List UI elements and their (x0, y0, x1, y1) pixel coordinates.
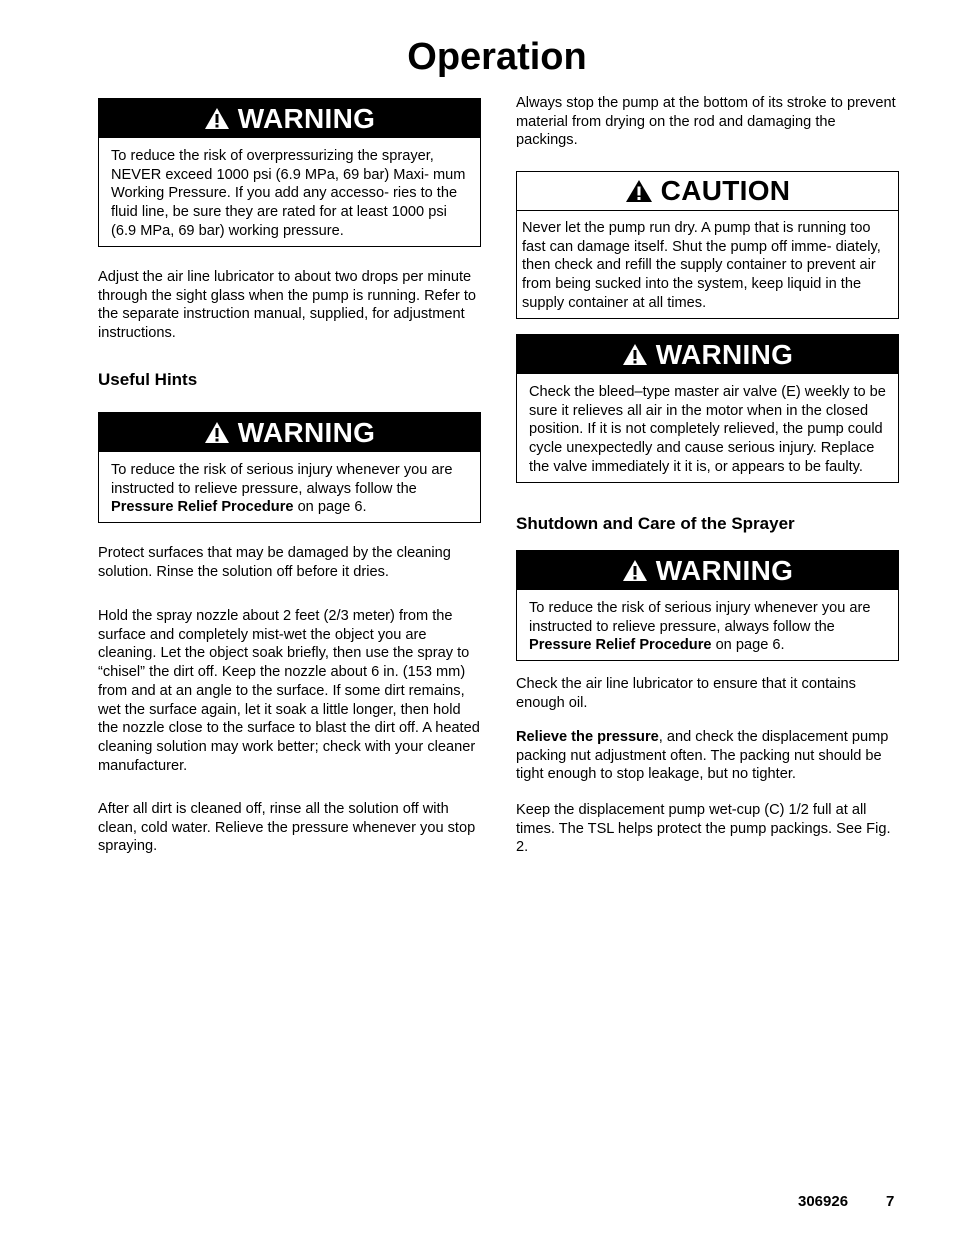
check-oil-paragraph: Check the air line lubricator to ensure that it contains enough oil. (516, 676, 856, 711)
shutdown-heading: Shutdown and Care of the Sprayer (516, 514, 795, 533)
warning-label: WARNING (655, 554, 794, 586)
lubricator-paragraph: Adjust the air line lubricator to about two drops per minute through the sight glass when the pump is running. Refer to the separate instruction manual, supplied, for adjustment instructions. (98, 269, 477, 342)
relieve-pressure-rest: , and check the displacement pump packing nut adjustment often. The packing nut should be tight enough to stop leakage, but no tighter. (516, 729, 889, 783)
useful-hints-heading: Useful Hints (98, 370, 198, 389)
rinse-paragraph: After all dirt is cleaned off, rinse all the solution off with clean, cold water. Relieve the pressure whenever you stop spraying. (98, 801, 476, 855)
warning-box-bleed-valve (516, 334, 899, 483)
warning-label: WARNING (237, 102, 376, 134)
warning-label: WARNING (237, 416, 376, 448)
warning-text (517, 590, 898, 660)
wet-cup-paragraph: Keep the displacement pump wet-cup (C) 1/2 full at all times. The TSL helps protect the pump packings. See Fig. 2. (516, 802, 891, 856)
stop-pump-paragraph: Always stop the pump at the bottom of its stroke to prevent material from drying on the rod and damaging the packings. (516, 95, 896, 149)
caution-box (516, 171, 899, 319)
spray-nozzle-paragraph: Hold the spray nozzle about 2 feet (2/3 meter) from the surface and completely mist-wet the object you are cleaning. Let the object soak briefly, then use the spray to “chisel” the dirt off. Keep the nozzle about 6 in. (153 mm) from and at an angle to the surface. If some dirt remains, wet the surface again, let it soak a little longer, then hold the nozzle close to the surface to blast the dirt off. A heated cleaning solution may work better; check with your cleaner manufacturer. (98, 608, 480, 774)
warning-text: Check the bleed–type master air valve (E) weekly to be sure it relieves all air in the motor when in the closed position. If it is not completely relieved, the pump could cycle unexpectedly and cause serious injury. Replace the valve immediately it it is, or appears to be faulty. (529, 384, 886, 475)
warning-box-pressure-relief-2 (516, 550, 899, 661)
warning-text-end: on page 6. (293, 499, 367, 516)
relieve-pressure-paragraph (516, 728, 899, 784)
warning-label: WARNING (655, 338, 794, 370)
pressure-relief-procedure-ref: Pressure Relief Procedure (529, 637, 712, 654)
warning-triangle-icon (622, 559, 648, 582)
warning-header (517, 335, 898, 374)
warning-text (99, 452, 480, 522)
relieve-pressure-bold: Relieve the pressure (516, 729, 659, 745)
caution-triangle-icon (625, 179, 653, 203)
page-number: 7 (886, 1193, 895, 1210)
page-title: Operation (407, 36, 587, 78)
warning-box-pressure-relief (98, 412, 481, 523)
warning-header (517, 551, 898, 590)
warning-triangle-icon (204, 107, 230, 130)
caution-header (517, 172, 898, 211)
warning-text-start: To reduce the risk of serious injury whenever you are instructed to relieve pressure, always follow the (111, 462, 453, 497)
document-number: 306926 (798, 1193, 849, 1210)
warning-header (99, 99, 480, 138)
warning-text: To reduce the risk of overpressurizing the sprayer, NEVER exceed 1000 psi (6.9 MPa, 69 bar) Maxi- mum Working Pressure. If you add any accesso- ries to the fluid line, be sure they are rated for at least 1000 psi (6.9 MPa, 69 bar) working pressure. (111, 148, 466, 239)
warning-text-start: To reduce the risk of serious injury whenever you are instructed to relieve pressure, always follow the (529, 600, 871, 635)
warning-header (99, 413, 480, 452)
pressure-relief-procedure-ref: Pressure Relief Procedure (111, 499, 294, 516)
caution-text: Never let the pump run dry. A pump that is running too fast can damage itself. Shut the pump off imme- diately, then check and refill the supply container to prevent air from being sucked into the system, keep liquid in the supply container at all times. (522, 220, 881, 311)
warning-text-end: on page 6. (711, 637, 785, 654)
caution-label: CAUTION (660, 175, 791, 206)
warning-triangle-icon (204, 421, 230, 444)
warning-box-overpressure (98, 98, 481, 247)
warning-triangle-icon (622, 343, 648, 366)
protect-surfaces-paragraph: Protect surfaces that may be damaged by the cleaning solution. Rinse the solution off before it dries. (98, 545, 451, 580)
